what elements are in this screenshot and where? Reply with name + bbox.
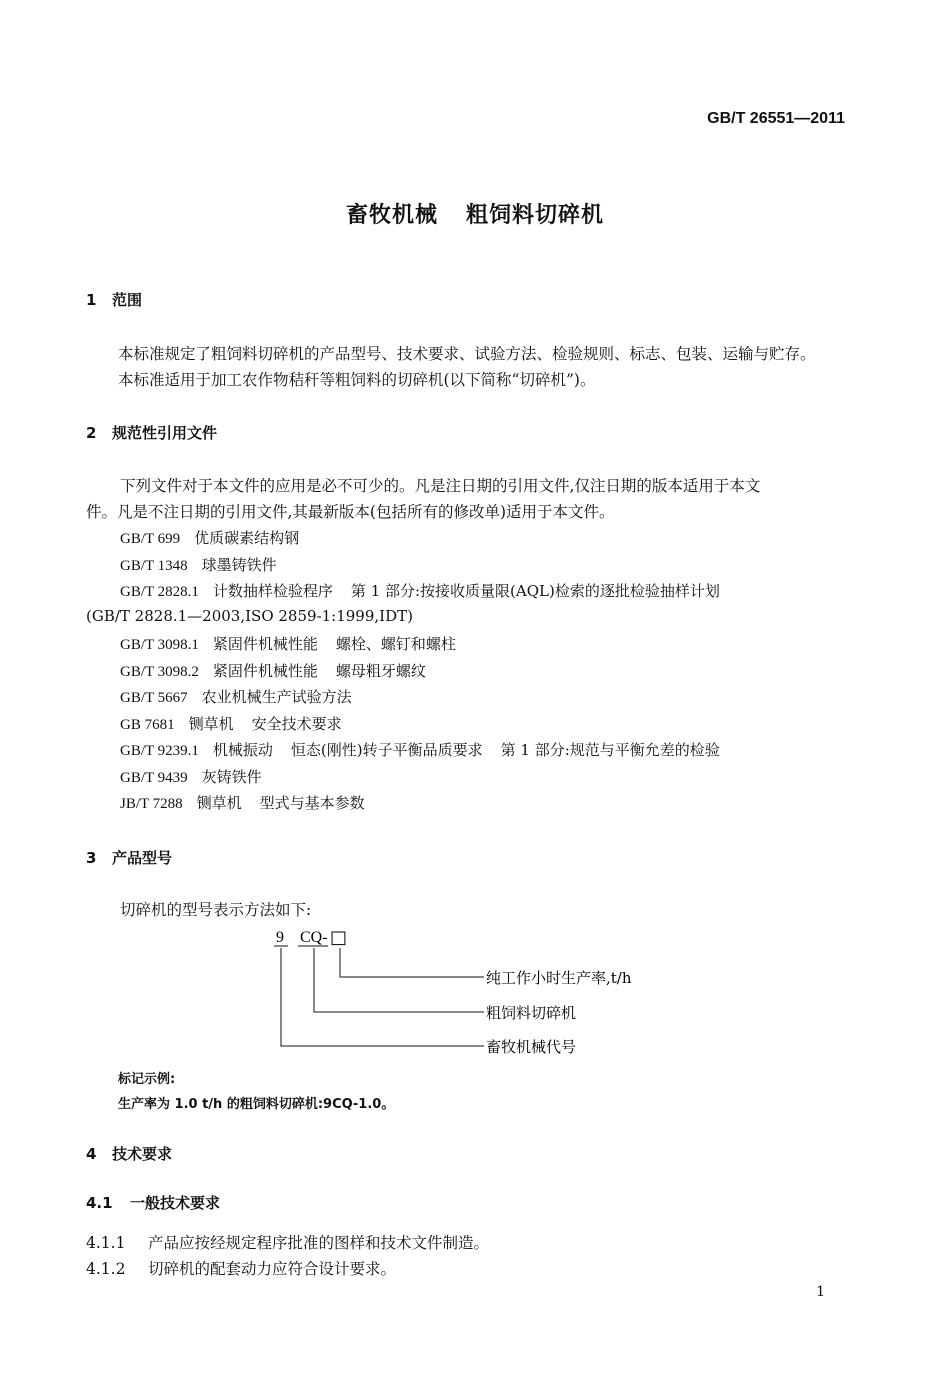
example-text: 生产率为 1.0 t/h 的粗饲料切碎机:9CQ-1.0。: [118, 1097, 395, 1112]
leader-line-1: [340, 948, 484, 977]
page-number: 1: [816, 1284, 825, 1300]
reference-title-part: 恒态(刚性)转子平衡品质要求: [290, 741, 483, 759]
reference-item: [120, 739, 720, 760]
clause-text: 切碎机的配套动力应符合设计要求。: [148, 1260, 397, 1278]
reference-code: GB/T 699: [120, 531, 181, 547]
reference-title-part: 第 1 部分:规范与平衡允差的检验: [500, 741, 720, 759]
section-number: 1: [86, 291, 97, 309]
model-digit: 9: [276, 929, 284, 946]
paragraph: 切碎机的型号表示方法如下:: [120, 901, 312, 919]
reference-continuation: (GB/T 2828.1—2003,ISO 2859-1:1999,IDT): [86, 607, 413, 625]
reference-code: GB/T 3098.1: [120, 637, 199, 653]
paragraph: 本标准规定了粗饲料切碎机的产品型号、技术要求、试验方法、检验规则、标志、包装、运输与贮存。: [118, 345, 816, 363]
reference-code: GB/T 9239.1: [120, 743, 199, 759]
model-designation-diagram: [260, 920, 680, 1060]
reference-title-part: 第 1 部分:按接收质量限(AQL)检索的逐批检验抽样计划: [350, 582, 720, 600]
reference-item: [120, 580, 720, 601]
reference-title: 紧固件机械性能: [212, 662, 318, 680]
label-machine: 粗饲料切碎机: [486, 1004, 577, 1022]
reference-code: GB 7681: [120, 717, 175, 733]
reference-code: GB/T 5667: [120, 690, 188, 706]
section-title: 产品型号: [112, 849, 173, 867]
paragraph: 件。凡是不注日期的引用文件,其最新版本(包括所有的修改单)适用于本文件。: [86, 503, 615, 521]
subsection-number: 4.1: [86, 1194, 113, 1212]
section-number: 4: [86, 1145, 97, 1163]
section-4-heading: [86, 1143, 172, 1164]
reference-title: 紧固件机械性能: [212, 635, 318, 653]
reference-title-part: 螺母粗牙螺纹: [335, 662, 426, 680]
label-code: 畜牧机械代号: [486, 1038, 577, 1056]
clause-number: 4.1.2: [86, 1260, 126, 1278]
reference-title-part: 螺栓、螺钉和螺柱: [335, 635, 456, 653]
leader-line-3: [281, 948, 484, 1046]
section-3-heading: [86, 847, 172, 868]
reference-item: [120, 713, 342, 734]
subsection-4-1-heading: [86, 1192, 220, 1213]
reference-code: JB/T 7288: [120, 796, 183, 812]
reference-code: GB/T 3098.2: [120, 664, 199, 680]
reference-title: 铡草机: [196, 794, 242, 812]
reference-item: [120, 527, 299, 548]
section-title: 规范性引用文件: [112, 424, 218, 442]
title-part-2: 粗饲料切碎机: [466, 203, 605, 228]
reference-title: 球墨铸铁件: [201, 556, 277, 574]
section-1-heading: [86, 289, 142, 310]
section-title: 技术要求: [112, 1145, 173, 1163]
reference-item: [120, 554, 277, 575]
document-title: [0, 198, 950, 229]
paragraph: 下列文件对于本文件的应用是必不可少的。凡是注日期的引用文件,仅注日期的版本适用于本文: [120, 477, 761, 495]
reference-title: 铡草机: [188, 715, 234, 733]
reference-title-part: 安全技术要求: [251, 715, 342, 733]
reference-code: GB/T 9439: [120, 770, 188, 786]
clause-4-1-2: [86, 1257, 396, 1279]
section-2-heading: [86, 422, 217, 443]
label-productivity: 纯工作小时生产率,t/h: [486, 969, 632, 987]
title-part-1: 畜牧机械: [345, 203, 438, 228]
reference-title-part: 型式与基本参数: [259, 794, 365, 812]
paragraph: 本标准适用于加工农作物秸秆等粗饲料的切碎机(以下简称“切碎机”)。: [118, 371, 596, 389]
standard-number: GB/T 26551—2011: [707, 110, 845, 127]
reference-title: 优质碳素结构钢: [194, 529, 300, 547]
example-label: 标记示例:: [118, 1072, 176, 1087]
reference-item: [120, 633, 456, 654]
reference-title: 计数抽样检验程序: [212, 582, 333, 600]
model-box: □: [330, 927, 348, 948]
section-number: 3: [86, 849, 97, 867]
reference-title: 灰铸铁件: [201, 768, 262, 786]
reference-code: GB/T 1348: [120, 558, 188, 574]
clause-text: 产品应按经规定程序批准的图样和技术文件制造。: [148, 1234, 490, 1252]
reference-item: [120, 686, 352, 707]
model-letters: CQ-: [300, 929, 328, 946]
reference-title: 机械振动: [212, 741, 273, 759]
reference-item: [120, 660, 426, 681]
section-title: 范围: [112, 291, 143, 309]
reference-item: [120, 766, 262, 787]
subsection-title: 一般技术要求: [130, 1194, 221, 1212]
clause-number: 4.1.1: [86, 1234, 126, 1252]
reference-title: 农业机械生产试验方法: [201, 688, 352, 706]
clause-4-1-1: [86, 1231, 489, 1253]
section-number: 2: [86, 424, 97, 442]
reference-item: [120, 792, 365, 813]
reference-code: GB/T 2828.1: [120, 584, 199, 600]
